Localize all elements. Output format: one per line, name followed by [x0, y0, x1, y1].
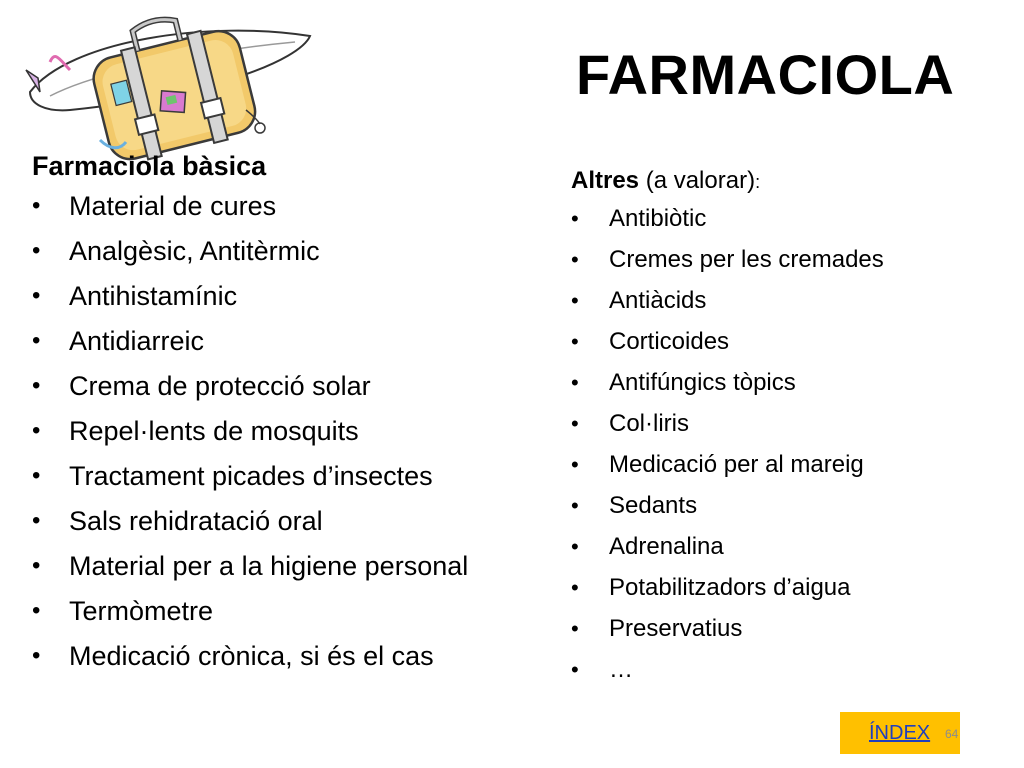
other-item — [571, 366, 991, 399]
basic-kit-item-text: Repel·lents de mosquits — [69, 416, 359, 446]
bullet-icon: • — [571, 247, 579, 272]
basic-kit-item-text: Termòmetre — [69, 596, 214, 626]
basic-kit-item — [32, 323, 502, 359]
bullet-icon: • — [32, 642, 41, 669]
basic-kit-item-text: Crema de protecció solar — [69, 371, 371, 401]
other-items-section — [571, 165, 991, 694]
bullet-icon: • — [32, 417, 41, 444]
bullet-icon: • — [32, 237, 41, 264]
basic-kit-item-text: Material per a la higiene personal — [69, 551, 469, 581]
index-link[interactable]: ÍNDEX — [869, 722, 931, 744]
other-item-text: Sedants — [609, 492, 698, 519]
basic-kit-item-text: Medicació crònica, si és el cas — [69, 641, 434, 671]
basic-kit-item — [32, 638, 502, 674]
bullet-icon: • — [571, 329, 579, 354]
other-items-heading-bold: Altres — [571, 167, 640, 194]
basic-kit-list — [32, 188, 502, 674]
other-item-text: Antiàcids — [609, 287, 707, 314]
other-item-text: Antifúngics tòpics — [609, 369, 796, 396]
basic-kit-item — [32, 593, 502, 629]
bullet-icon: • — [571, 452, 579, 477]
other-item-text: Antibiòtic — [609, 205, 707, 232]
other-item — [571, 571, 991, 604]
other-item — [571, 284, 991, 317]
other-item-text: Corticoides — [609, 328, 730, 355]
bullet-icon: • — [32, 552, 41, 579]
bullet-icon: • — [32, 327, 41, 354]
page-number: 64 — [945, 727, 959, 741]
basic-kit-item — [32, 413, 502, 449]
other-item-text: Cremes per les cremades — [609, 246, 884, 273]
bullet-icon: • — [571, 657, 579, 682]
basic-kit-item-text: Sals rehidratació oral — [69, 506, 323, 536]
other-item — [571, 243, 991, 276]
other-item-text: Medicació per al mareig — [609, 451, 864, 478]
bullet-icon: • — [571, 616, 579, 641]
bullet-icon: • — [32, 372, 41, 399]
bullet-icon: • — [571, 206, 579, 231]
bullet-icon: • — [32, 507, 41, 534]
other-item — [571, 407, 991, 440]
other-items-heading — [571, 165, 991, 198]
basic-kit-item — [32, 368, 502, 404]
basic-kit-item-text: Analgèsic, Antitèrmic — [69, 236, 320, 266]
other-item — [571, 530, 991, 563]
basic-kit-item — [32, 548, 502, 584]
basic-kit-item — [32, 188, 502, 224]
bullet-icon: • — [32, 192, 41, 219]
basic-kit-item-text: Antidiarreic — [69, 326, 205, 356]
other-item — [571, 612, 991, 645]
other-item-text: Preservatius — [609, 615, 743, 642]
bullet-icon: • — [571, 534, 579, 559]
other-item — [571, 448, 991, 481]
other-item-text: Potabilitzadors d’aigua — [609, 574, 851, 601]
other-item-text: … — [609, 656, 633, 683]
other-item-text: Col·liris — [609, 410, 689, 437]
basic-kit-item — [32, 458, 502, 494]
basic-kit-item-text: Material de cures — [69, 191, 277, 221]
basic-kit-heading: Farmaciola bàsica — [32, 151, 267, 181]
bullet-icon: • — [571, 493, 579, 518]
bullet-icon: • — [571, 370, 579, 395]
bullet-icon: • — [32, 462, 41, 489]
bullet-icon: • — [571, 575, 579, 600]
bullet-icon: • — [571, 411, 579, 436]
bullet-icon: • — [32, 282, 41, 309]
other-item — [571, 202, 991, 235]
other-item — [571, 325, 991, 358]
other-item — [571, 489, 991, 522]
other-item-text: Adrenalina — [609, 533, 724, 560]
basic-kit-item — [32, 233, 502, 269]
bullet-icon: • — [571, 288, 579, 313]
basic-kit-section — [32, 146, 502, 683]
basic-kit-item — [32, 278, 502, 314]
slide-title: FARMACIOLA — [576, 43, 955, 106]
other-items-heading-colon: : — [755, 172, 761, 192]
suitcase-surfboard-clipart — [10, 0, 320, 170]
other-items-list — [571, 202, 991, 686]
other-items-heading-note: (a valorar) — [645, 167, 756, 194]
other-item — [571, 653, 991, 686]
bullet-icon: • — [32, 597, 41, 624]
basic-kit-item-text: Tractament picades d’insectes — [69, 461, 433, 491]
basic-kit-item-text: Antihistamínic — [69, 281, 238, 311]
basic-kit-item — [32, 503, 502, 539]
